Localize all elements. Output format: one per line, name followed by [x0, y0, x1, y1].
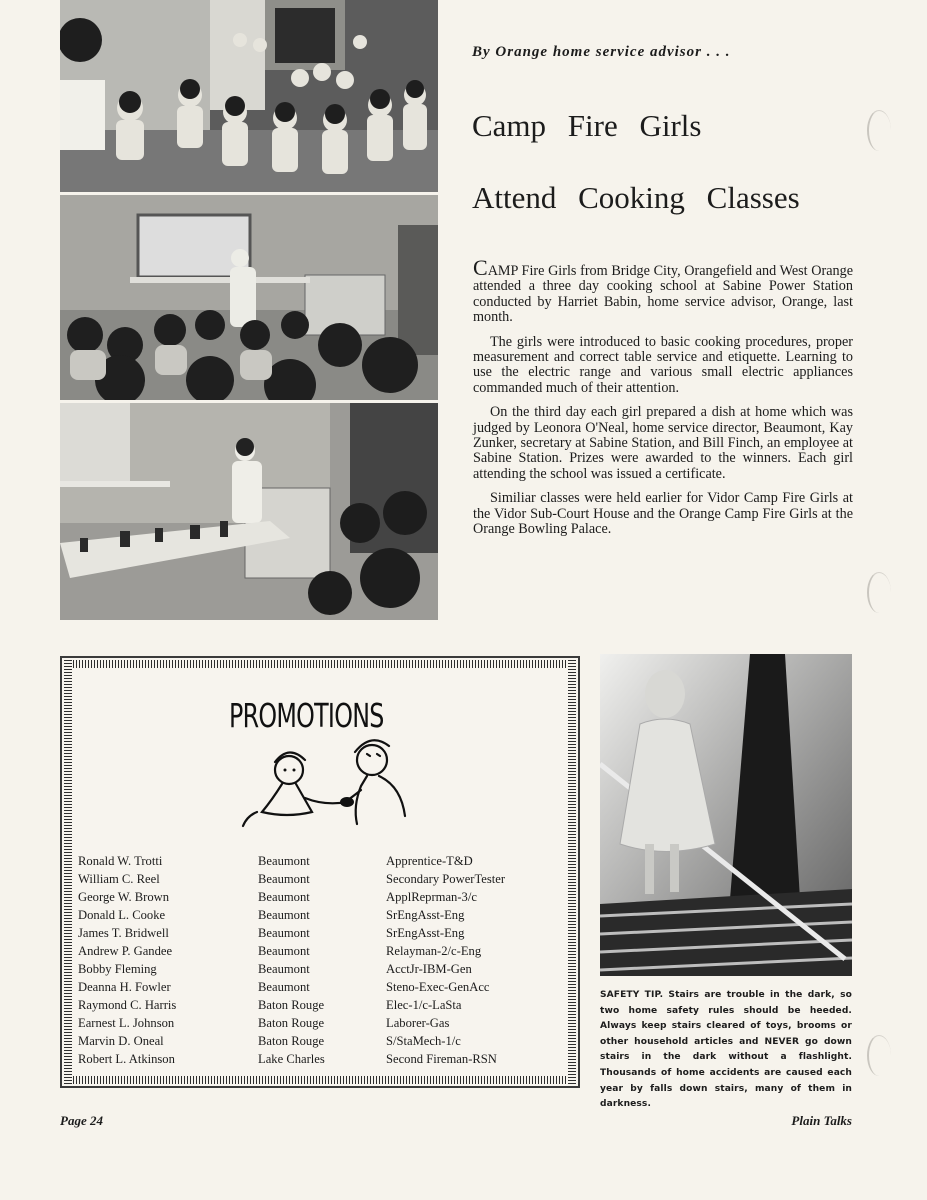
- promotions-border-bottom: [64, 1076, 576, 1084]
- promotion-name: Ronald W. Trotti: [78, 854, 163, 868]
- promotion-city: Beaumont: [258, 854, 310, 868]
- promotion-position: ApplReprman-3/c: [386, 890, 477, 904]
- promotion-position: Relayman-2/c-Eng: [386, 944, 482, 958]
- promotion-city: Baton Rouge: [258, 998, 325, 1012]
- promotion-name: George W. Brown: [78, 890, 170, 904]
- safety-tip-label: SAFETY TIP.: [600, 990, 664, 1000]
- promotion-position: AcctJr-IBM-Gen: [386, 962, 472, 976]
- promotion-row: [78, 1032, 505, 1050]
- safety-tip-caption: [600, 988, 852, 1113]
- photo-stairs-safety: [600, 654, 852, 976]
- promotion-city: Lake Charles: [258, 1052, 325, 1066]
- promotions-border-top: [64, 660, 576, 668]
- promotion-city: Beaumont: [258, 980, 310, 994]
- headline-line-1: Camp Fire Girls: [472, 108, 702, 143]
- promotion-row: [78, 996, 505, 1014]
- headline-line-2: Attend Cooking Classes: [472, 180, 800, 215]
- promotion-name: Donald L. Cooke: [78, 908, 166, 922]
- binder-hole-mark: [867, 572, 891, 613]
- promotion-name: Earnest L. Johnson: [78, 1016, 175, 1030]
- promotion-city: Beaumont: [258, 908, 310, 922]
- promotion-city: Beaumont: [258, 944, 310, 958]
- promotion-row: [78, 852, 505, 870]
- promotion-name: William C. Reel: [78, 872, 160, 886]
- article-paragraph-4: Similiar classes were held earlier for Vidor Camp Fire Girls at the Vidor Sub-Court House and the Orange Camp Fire Girls at the Orange Bowling Palace.: [473, 490, 853, 538]
- promotion-city: Beaumont: [258, 872, 310, 886]
- photo-kitchen-table: [60, 403, 438, 620]
- article-paragraph-3: On the third day each girl prepared a dish at home which was judged by Leonora O'Neal, home service director, Beaumont, Kay Zunker, secretary at Sabine Station, and Bill Finch, an employee at Sabine Station. Prizes were awarded to the winners. Each girl attending the school was issued a certificate.: [473, 404, 853, 482]
- promotion-position: Apprentice-T&D: [386, 854, 473, 868]
- binder-hole-mark: [867, 1035, 891, 1076]
- promotion-row: [78, 906, 505, 924]
- promotions-box: [60, 656, 580, 1088]
- promotion-name: Bobby Fleming: [78, 962, 157, 976]
- article-paragraph-2: The girls were introduced to basic cooking procedures, proper measurement and correct table service and etiquette. Learning to use the electric range and various small electric appliances commanded much of their attention.: [473, 333, 853, 396]
- promotion-position: Secondary PowerTester: [386, 872, 506, 886]
- promotion-name: Raymond C. Harris: [78, 998, 177, 1012]
- promotion-row: [78, 942, 505, 960]
- photo-girls-seated: [60, 0, 438, 192]
- footer-page-number: Page 24: [60, 1113, 103, 1128]
- promotion-position: Steno-Exec-GenAcc: [386, 980, 490, 994]
- promotion-position: Second Fireman-RSN: [386, 1052, 497, 1066]
- drop-cap: C: [473, 255, 488, 280]
- promotion-row: [78, 924, 505, 942]
- promotion-city: Beaumont: [258, 890, 310, 904]
- promotion-position: SrEngAsst-Eng: [386, 908, 465, 922]
- safety-tip-text: Stairs are trouble in the dark, so two home safety rules should be heeded. Always keep stairs cleared of toys, brooms or other household articles and NEVER go down stairs in the dark without a flashlight. Thousands of home accidents are caused each year by falls down stairs, many of them in darkness.: [600, 990, 852, 1110]
- promotion-position: SrEngAsst-Eng: [386, 926, 465, 940]
- promotion-name: Andrew P. Gandee: [78, 944, 173, 958]
- binder-hole-mark: [867, 110, 891, 151]
- promotion-row: [78, 870, 505, 888]
- promotions-border-left: [64, 660, 72, 1084]
- promotion-name: James T. Bridwell: [78, 926, 169, 940]
- article-body: [473, 255, 853, 547]
- promotion-row: [78, 888, 505, 906]
- article-paragraph-1-text: AMP Fire Girls from Bridge City, Orangefield and West Orange attended a three day cooking school at Sabine Power Station conducted by Harriet Babin, home service advisor, Orange, last month.: [473, 263, 853, 326]
- promotion-city: Baton Rouge: [258, 1016, 325, 1030]
- byline: By Orange home service advisor . . .: [472, 44, 731, 60]
- promotion-name: Deanna H. Fowler: [78, 980, 171, 994]
- promotion-position: S/StaMech-1/c: [386, 1034, 461, 1048]
- promotion-name: Marvin D. Oneal: [78, 1034, 164, 1048]
- article-paragraph-1: [473, 255, 853, 326]
- promotion-city: Beaumont: [258, 926, 310, 940]
- promotion-city: Beaumont: [258, 962, 310, 976]
- promotion-position: Elec-1/c-LaSta: [386, 998, 462, 1012]
- promotions-list: [78, 852, 505, 1068]
- promotions-title: PROMOTIONS: [229, 696, 384, 735]
- promotion-name: Robert L. Atkinson: [78, 1052, 175, 1066]
- footer-publication: Plain Talks: [791, 1113, 852, 1128]
- photo-kitchen-demonstration: [60, 195, 438, 400]
- promotion-city: Baton Rouge: [258, 1034, 325, 1048]
- promotion-row: [78, 978, 505, 996]
- promotion-row: [78, 1014, 505, 1032]
- promotions-border-right: [568, 660, 576, 1084]
- promotion-position: Laborer-Gas: [386, 1016, 450, 1030]
- promotion-row: [78, 960, 505, 978]
- promotion-row: [78, 1050, 505, 1068]
